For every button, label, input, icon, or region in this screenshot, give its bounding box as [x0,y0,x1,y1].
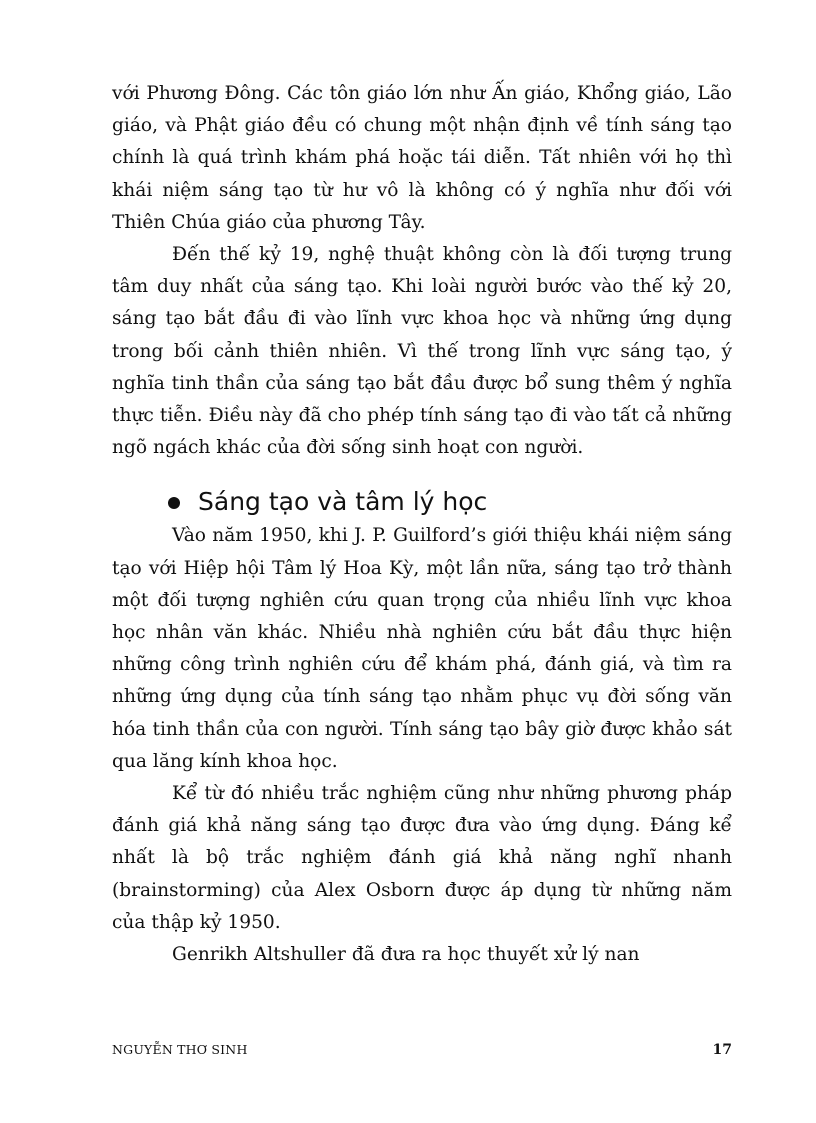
bullet-icon [168,497,180,509]
section-heading [112,484,732,520]
body-paragraph-brainstorming: Kể từ đó nhiều trắc nghiệm cũng như những phương pháp đánh giá khả năng sáng tạo được đưa vào ứng dụng. Đáng kể nhất là bộ trắc nghiệm đánh giá khả năng nghĩ nhanh (brainstorming) của Alex Osborn được áp dụng từ những năm của thập kỷ 1950. [112,783,732,933]
body-paragraph-continued: với Phương Đông. Các tôn giáo lớn như Ấn giáo, Khổng giáo, Lão giáo, và Phật giáo đều có chung một nhận định về tính sáng tạo chính là quá trình khám phá hoặc tái diễn. Tất nhiên với họ thì khái niệm sáng tạo từ hư vô là không có ý nghĩa như đối với Thiên Chúa giáo của phương Tây. [112,83,732,233]
body-paragraph-guilford: Vào năm 1950, khi J. P. Guilford’s giới thiệu khái niệm sáng tạo với Hiệp hội Tâm lý Hoa Kỳ, một lần nữa, sáng tạo trở thành một đối tượng nghiên cứu quan trọng của nhiều lĩnh vực khoa học nhân văn khác. Nhiều nhà nghiên cứu bắt đầu thực hiện những công trình nghiên cứu để khám phá, đánh giá, và tìm ra những ứng dụng của tính sáng tạo nhằm phục vụ đời sống văn hóa tinh thần của con người. Tính sáng tạo bây giờ được khảo sát qua lăng kính khoa học. [112,525,732,772]
page-content [112,78,732,971]
page-number: 17 [712,1042,732,1058]
body-paragraph-19th-century: Đến thế kỷ 19, nghệ thuật không còn là đối tượng trung tâm duy nhất của sáng tạo. Khi loài người bước vào thế kỷ 20, sáng tạo bắt đầu đi vào lĩnh vực khoa học và những ứng dụng trong bối cảnh thiên nhiên. Vì thế trong lĩnh vực sáng tạo, ý nghĩa tinh thần của sáng tạo bắt đầu được bổ sung thêm ý nghĩa thực tiễn. Điều này đã cho phép tính sáng tạo đi vào tất cả những ngõ ngách khác của đời sống sinh hoạt con người. [112,244,732,459]
footer-author: NGUYỄN THƠ SINH [112,1042,248,1057]
page-footer [112,1042,732,1066]
section-heading-text: Sáng tạo và tâm lý học [198,487,488,517]
body-paragraph-altshuller: Genrikh Altshuller đã đưa ra học thuyết xử lý nan [172,944,640,966]
